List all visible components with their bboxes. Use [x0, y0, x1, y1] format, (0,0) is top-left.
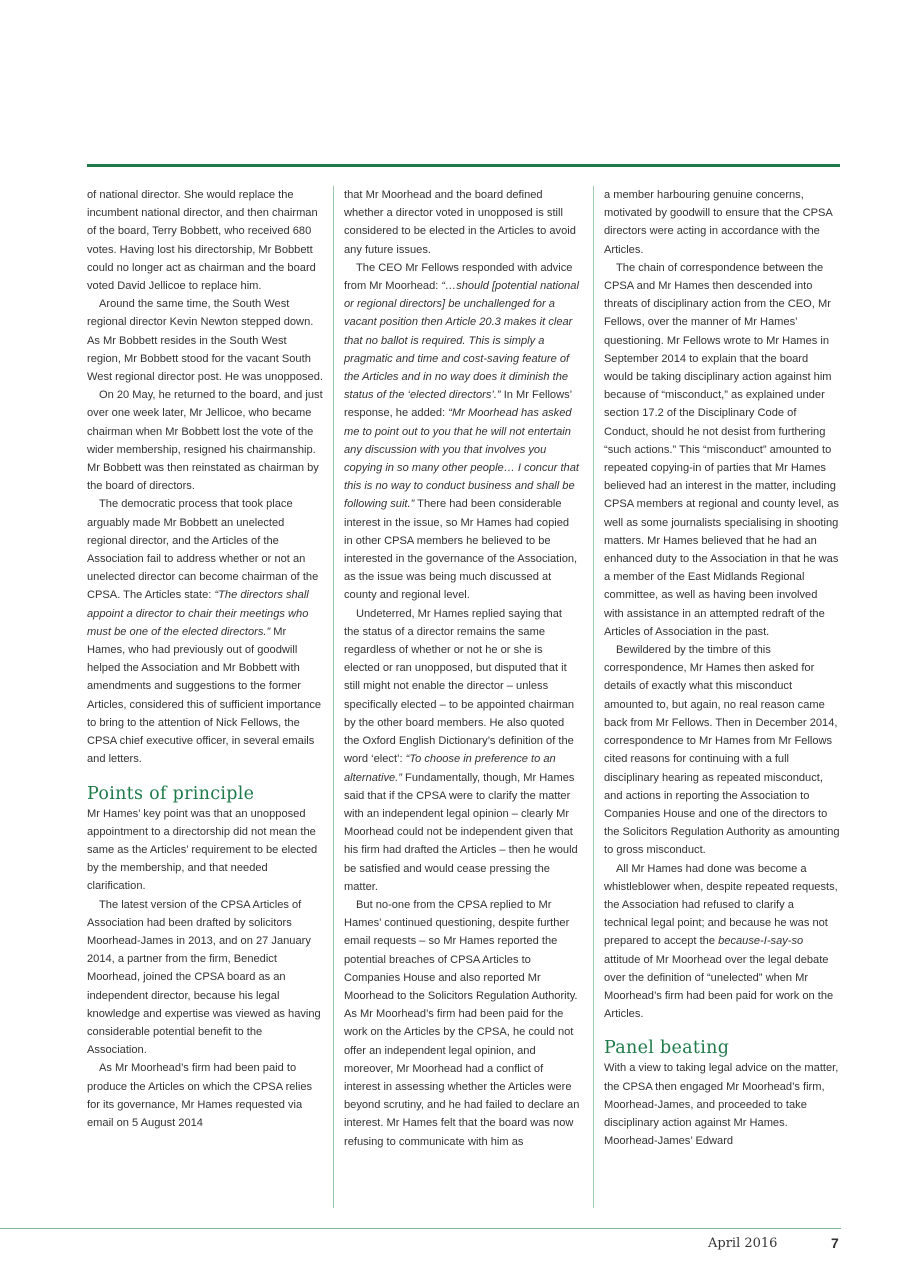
italic-quote: “The directors shall appoint a director to chair their meetings who must be one of the elected directors.”: [87, 589, 309, 638]
paragraph: [344, 186, 580, 259]
footer-date: April 2016: [708, 1236, 778, 1251]
paragraph: [604, 860, 840, 1024]
text-run: Mr Hames, who had previously out of goodwill helped the Association and Mr Bobbett with amendments and suggestions to the former Articles, considered this of sufficient importance to bring to the attention of Nick Fellows, the CPSA chief executive officer, in several emails and letters.: [87, 625, 322, 766]
text-run: a member harbouring genuine concerns, motivated by goodwill to ensure that the CPSA directors were acting in accordance with the Articles.: [604, 189, 833, 256]
top-rule: [87, 164, 840, 167]
italic-quote: because-I-say-so: [718, 935, 804, 948]
article-column-3: [604, 186, 840, 1150]
text-run: Fundamentally, though, Mr Hames said that if the CPSA were to clarify the matter with an independent legal opinion – clearly Mr Moorhead could not be independent given that his firm had drafted the Articles – then he would be satisfied and would cease pressing the matter.: [344, 771, 578, 893]
paragraph: [87, 1059, 323, 1132]
paragraph: [87, 186, 323, 295]
text-run: Bewildered by the timbre of this correspondence, Mr Hames then asked for details of exactly what this misconduct amounted to, but again, no real reason came back from Mr Fellows. Then in December 2014, correspondence to Mr Hames from Mr Fellows cited reasons for continuing with a full disciplinary hearing as repeated misconduct, and actions in reporting the Association to Companies House and one of the directors to the Solicitors Regulation Authority as amounting to gross misconduct.: [604, 644, 840, 857]
section-heading: Panel beating: [604, 1038, 730, 1059]
text-run: On 20 May, he returned to the board, and just over one week later, Mr Jellicoe, who became chairman when Mr Bobbett lost the vote of the wider membership, resigned his chairmanship. Mr Bobbett was then reinstated as chairman by the board of directors.: [87, 389, 323, 493]
text-run: The democratic process that took place arguably made Mr Bobbett an unelected regional director, and the Articles of the Association fail to address whether or not an unelected director can become chairman of the CPSA. The Articles state:: [87, 498, 319, 602]
footer-rule: [0, 1228, 841, 1229]
text-run: The chain of correspondence between the CPSA and Mr Hames then descended into threats of disciplinary action from the CEO, Mr Fellows, over the manner of Mr Hames’ questioning. Mr Fellows wrote to Mr Hames in September 2014 to explain that the board would be taking disciplinary action against him because of “misconduct,” as explained under section 17.2 of the Disciplinary Code of Conduct, should he not desist from furthering “such actions.” This “misconduct” amounted to repeated copying-in of parties that Mr Hames believed had an interest in the matter, including CPSA members at regional and county level, as well as some journalists specialising in shooting matters. Mr Hames believed that he had an enhanced duty to the Association in that he was a member of the East Midlands Regional committee, as well as having been involved with assistance in an attempted redraft of the Articles of Association in the past.: [604, 261, 839, 638]
text-run: Mr Hames’ key point was that an unopposed appointment to a directorship did not mean the same as the Articles’ requirement to be elected by the membership, and that needed clarification.: [87, 807, 318, 893]
article-column-2: [344, 186, 580, 1151]
text-run: attitude of Mr Moorhead over the legal debate over the definition of “unelected” when Mr Moorhead’s firm had been paid for work on the Articles.: [604, 953, 834, 1021]
paragraph: [604, 641, 840, 859]
text-run: The CEO Mr Fellows responded with advice from Mr Moorhead:: [344, 261, 573, 293]
text-run: that Mr Moorhead and the board defined whether a director voted in unopposed is still considered to be elected in the Articles to avoid any future issues.: [344, 189, 576, 256]
text-run: With a view to taking legal advice on the matter, the CPSA then engaged Mr Moorhead’s firm, Moorhead-James, and proceeded to take disciplinary action against Mr Hames. Moorhead-James’ Edward: [604, 1062, 839, 1148]
paragraph: [87, 495, 323, 768]
italic-quote: “To choose in preference to an alternative.”: [344, 753, 556, 784]
text-run: of national director. She would replace the incumbent national director, and then chairman of the board, Terry Bobbett, who received 680 votes. Having lost his directorship, Mr Bobbett could no longer act as chairman and the board voted David Jellicoe to replace him.: [87, 189, 318, 293]
text-run: In Mr Fellows’ response, he added:: [344, 389, 572, 420]
text-run: There had been considerable interest in the issue, so Mr Hames had copied in other CPSA members he believed to be interested in the governance of the Association, as the issue was being much discussed at county and regional level.: [344, 498, 578, 602]
article-column-1: [87, 186, 323, 1132]
italic-quote: “Mr Moorhead has asked me to point out to you that he will not entertain any discussion with you that involves you copying in so many other people… I concur that this is no way to conduct business and shall be following suit.”: [344, 407, 579, 511]
paragraph: [344, 896, 580, 1151]
text-run: All Mr Hames had done was become a whistleblower when, despite repeated requests, the Association had refused to clarify a technical legal point; and because he was not prepared to accept the: [604, 862, 838, 948]
paragraph: [344, 605, 580, 896]
text-run: The latest version of the CPSA Articles of Association had been drafted by solicitors Moorhead-James in 2013, and on 27 January 2014, a partner from the firm, Benedict Moorhead, joined the CPSA board as an independent director, because his legal knowledge and expertise was viewed as having considerable potential benefit to the Association.: [87, 898, 321, 1057]
paragraph: [604, 186, 840, 259]
italic-quote: “…should [potential national or regional directors] be unchallenged for a vacant position then Article 20.3 makes it clear that no ballot is required. This is simply a pragmatic and time and cost-saving feature of the Articles and in no way does it diminish the status of the ‘elected directors’.”: [344, 280, 579, 402]
section-heading: Points of principle: [87, 783, 255, 804]
page-number: 7: [831, 1235, 839, 1251]
text-run: Undeterred, Mr Hames replied saying that the status of a director remains the same regardless of whether or not he or she is elected or ran unopposed, but disputed that it still might not enable the director – unless specifically elected – to be appointed chairman by the other board members. He also quoted the Oxford English Dictionary’s definition of the word ‘elect’:: [344, 607, 575, 766]
paragraph: [604, 1059, 840, 1150]
paragraph: [87, 386, 323, 495]
paragraph: [87, 896, 323, 1060]
paragraph: [87, 805, 323, 896]
paragraph: [87, 295, 323, 386]
paragraph: [344, 259, 580, 605]
column-divider-1: [333, 186, 334, 1208]
text-run: As Mr Moorhead’s firm had been paid to produce the Articles on which the CPSA relies for its governance, Mr Hames requested via email on 5 August 2014: [87, 1062, 313, 1129]
text-run: But no-one from the CPSA replied to Mr Hames’ continued questioning, despite further email requests – so Mr Hames reported the potential breaches of CPSA Articles to Companies House and also reported Mr Moorhead to the Solicitors Regulation Authority. As Mr Moorhead’s firm had been paid for the work on the Articles by the CPSA, he could not offer an independent legal opinion, and moreover, Mr Moorhead had a conflict of interest in assessing whether the Articles were beyond scrutiny, and he had failed to declare an interest. Mr Hames felt that the board was now refusing to communicate with him as: [344, 898, 580, 1148]
column-divider-2: [593, 186, 594, 1208]
paragraph: [604, 259, 840, 641]
text-run: Around the same time, the South West regional director Kevin Newton stepped down. As Mr Bobbett resides in the South West region, Mr Bobbett stood for the vacant South West regional director post. He was unopposed.: [87, 298, 323, 384]
